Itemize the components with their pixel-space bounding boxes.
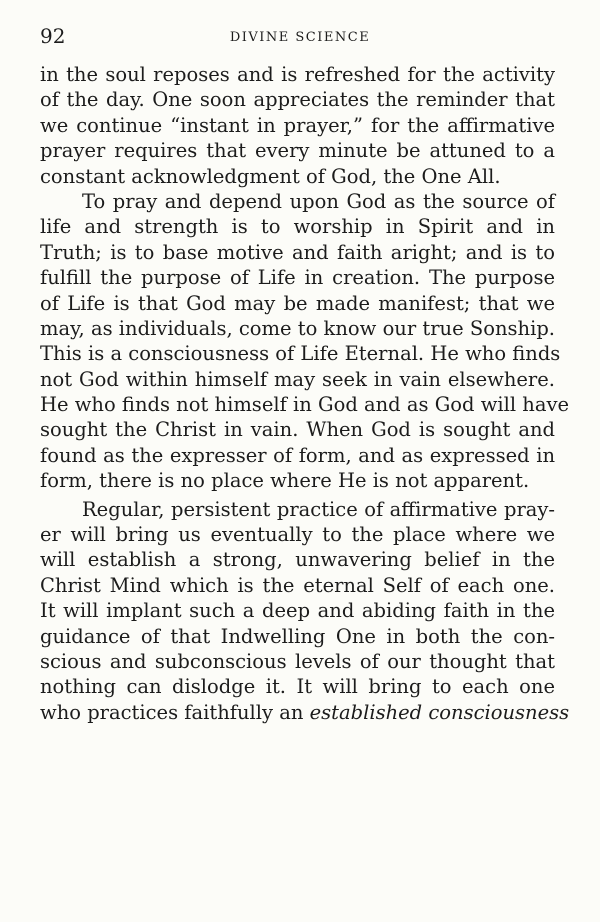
text-line: we continue “instant in prayer,” for the affirmative — [40, 113, 555, 137]
text-line: scious and subconscious levels of our thought that — [40, 649, 555, 673]
text-line: will establish a strong, unwavering belief in the — [40, 548, 555, 572]
text-line: may, as individuals, come to know our true Sonship. — [40, 316, 555, 340]
text-line: life and strength is to worship in Spirit and in — [40, 215, 555, 239]
text-line: not God within himself may seek in vain elsewhere. — [40, 367, 555, 391]
text-line: guidance of that Indwelling One in both the con- — [40, 624, 555, 648]
text-line: It will implant such a deep and abiding faith in the — [40, 599, 555, 623]
text-line: sought the Christ in vain. When God is sought and — [40, 418, 555, 442]
text-line: To pray and depend upon God as the source of — [82, 189, 555, 213]
page-body — [40, 62, 570, 725]
text-italic: established consciousness — [309, 700, 570, 724]
text-line: found as the expresser of form, and as expressed in — [40, 443, 555, 467]
text-line: constant acknowledgment of God, the One All. — [40, 164, 501, 188]
paragraph-1 — [40, 62, 555, 189]
text-line: of the day. One soon appreciates the reminder that — [40, 88, 555, 112]
text-line: prayer requires that every minute be attuned to a — [40, 139, 555, 163]
running-title: DIVINE SCIENCE — [229, 30, 371, 45]
text-line: form, there is no place where He is not apparent. — [40, 469, 530, 493]
paragraph-2 — [40, 189, 570, 494]
text-line: Christ Mind which is the eternal Self of each one. — [40, 573, 555, 597]
text-line: fulfill the purpose of Life in creation. The purpose — [40, 266, 555, 290]
text-line: This is a consciousness of Life Eternal. He who finds — [40, 342, 561, 366]
text-line: in the soul reposes and is refreshed for the activity — [40, 63, 555, 86]
text-line: er will bring us eventually to the place where we — [40, 523, 555, 547]
text-line: Truth; is to base motive and faith aright; and is to — [40, 240, 555, 264]
text-line — [40, 700, 570, 725]
text-plain: who practices faithfully an — [40, 700, 304, 724]
text-line: of Life is that God may be made manifest; that we — [40, 291, 555, 315]
text-line: He who finds not himself in God and as God will have — [40, 393, 570, 417]
page-number: 92 — [40, 24, 66, 48]
text-line: Regular, persistent practice of affirmative pray- — [82, 497, 555, 521]
paragraph-3 — [40, 497, 570, 726]
text-line: nothing can dislodge it. It will bring to each one — [40, 675, 555, 699]
